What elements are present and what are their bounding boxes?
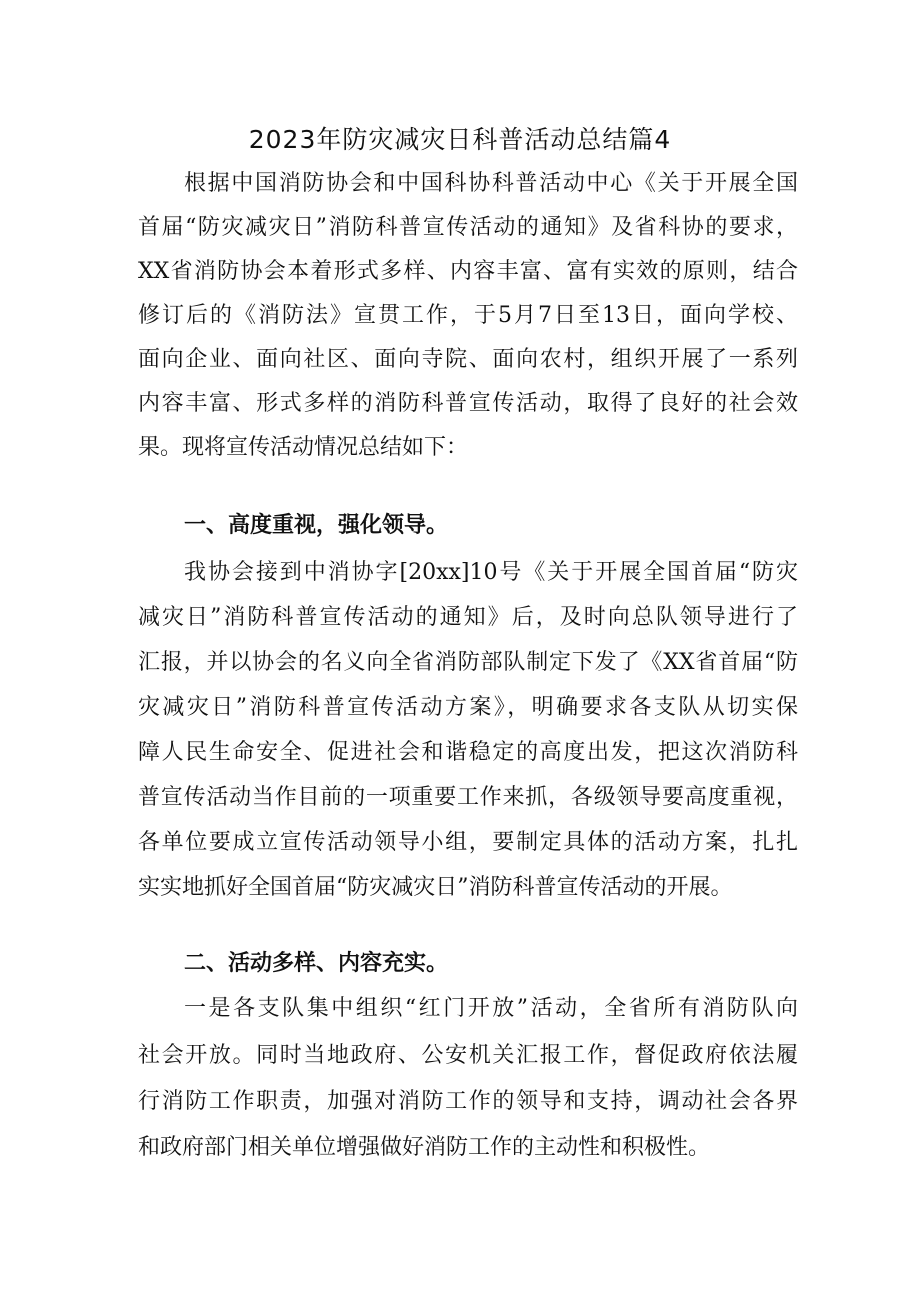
- paragraph-1-line: XX省消防协会本着形式多样、内容丰富、富有实效的原则，结合: [138, 259, 798, 284]
- paragraph-3-line: 和政府部门相关单位增强做好消防工作的主动性和积极性。: [138, 1135, 711, 1160]
- paragraph-1-line: 面向企业、面向社区、面向寺院、面向农村，组织开展了一系列: [138, 347, 798, 372]
- paragraph-1-line: 首届“防灾减灾日”消防科普宣传活动的通知》及省科协的要求，: [138, 215, 798, 240]
- paragraph-1-line: 根据中国消防协会和中国科协科普活动中心《关于开展全国: [184, 171, 798, 196]
- paragraph-3-line: 一是各支队集中组织“红门开放”活动，全省所有消防队向: [184, 996, 798, 1021]
- document-title: 2023年防灾减灾日科普活动总结篇4: [248, 125, 672, 154]
- paragraph-1-line: 果。现将宣传活动情况总结如下：: [138, 435, 469, 460]
- paragraph-2-line: 实实地抓好全国首届“防灾减灾日”消防科普宣传活动的开展。: [138, 875, 733, 900]
- paragraph-2-line: 汇报，并以协会的名义向全省消防部队制定下发了《XX省首届“防: [138, 650, 798, 675]
- paragraph-2-line: 普宣传活动当作目前的一项重要工作来抓，各级领导要高度重视，: [138, 785, 798, 810]
- paragraph-3-line: 社会开放。同时当地政府、公安机关汇报工作，督促政府依法履: [138, 1043, 798, 1068]
- paragraph-2-line: 各单位要成立宣传活动领导小组，要制定具体的活动方案，扎扎: [138, 830, 798, 855]
- paragraph-2-line: 障人民生命安全、促进社会和谐稳定的高度出发，把这次消防科: [138, 740, 798, 765]
- section-heading-2: 二、活动多样、内容充实。: [184, 951, 449, 976]
- paragraph-2-line: 减灾日”消防科普宣传活动的通知》后，及时向总队领导进行了: [138, 605, 798, 630]
- paragraph-2-line: 灾减灾日”消防科普宣传活动方案》，明确要求各支队从切实保: [138, 695, 798, 720]
- paragraph-2-line: 我协会接到中消协字[20xx]10号《关于开展全国首届“防灾: [184, 560, 798, 585]
- paragraph-1-line: 修订后的《消防法》宣贯工作，于5月7日至13日，面向学校、: [138, 303, 798, 328]
- section-heading-1: 一、高度重视，强化领导。: [184, 513, 449, 538]
- paragraph-3-line: 行消防工作职责，加强对消防工作的领导和支持，调动社会各界: [138, 1089, 798, 1114]
- paragraph-1-line: 内容丰富、形式多样的消防科普宣传活动，取得了良好的社会效: [138, 391, 798, 416]
